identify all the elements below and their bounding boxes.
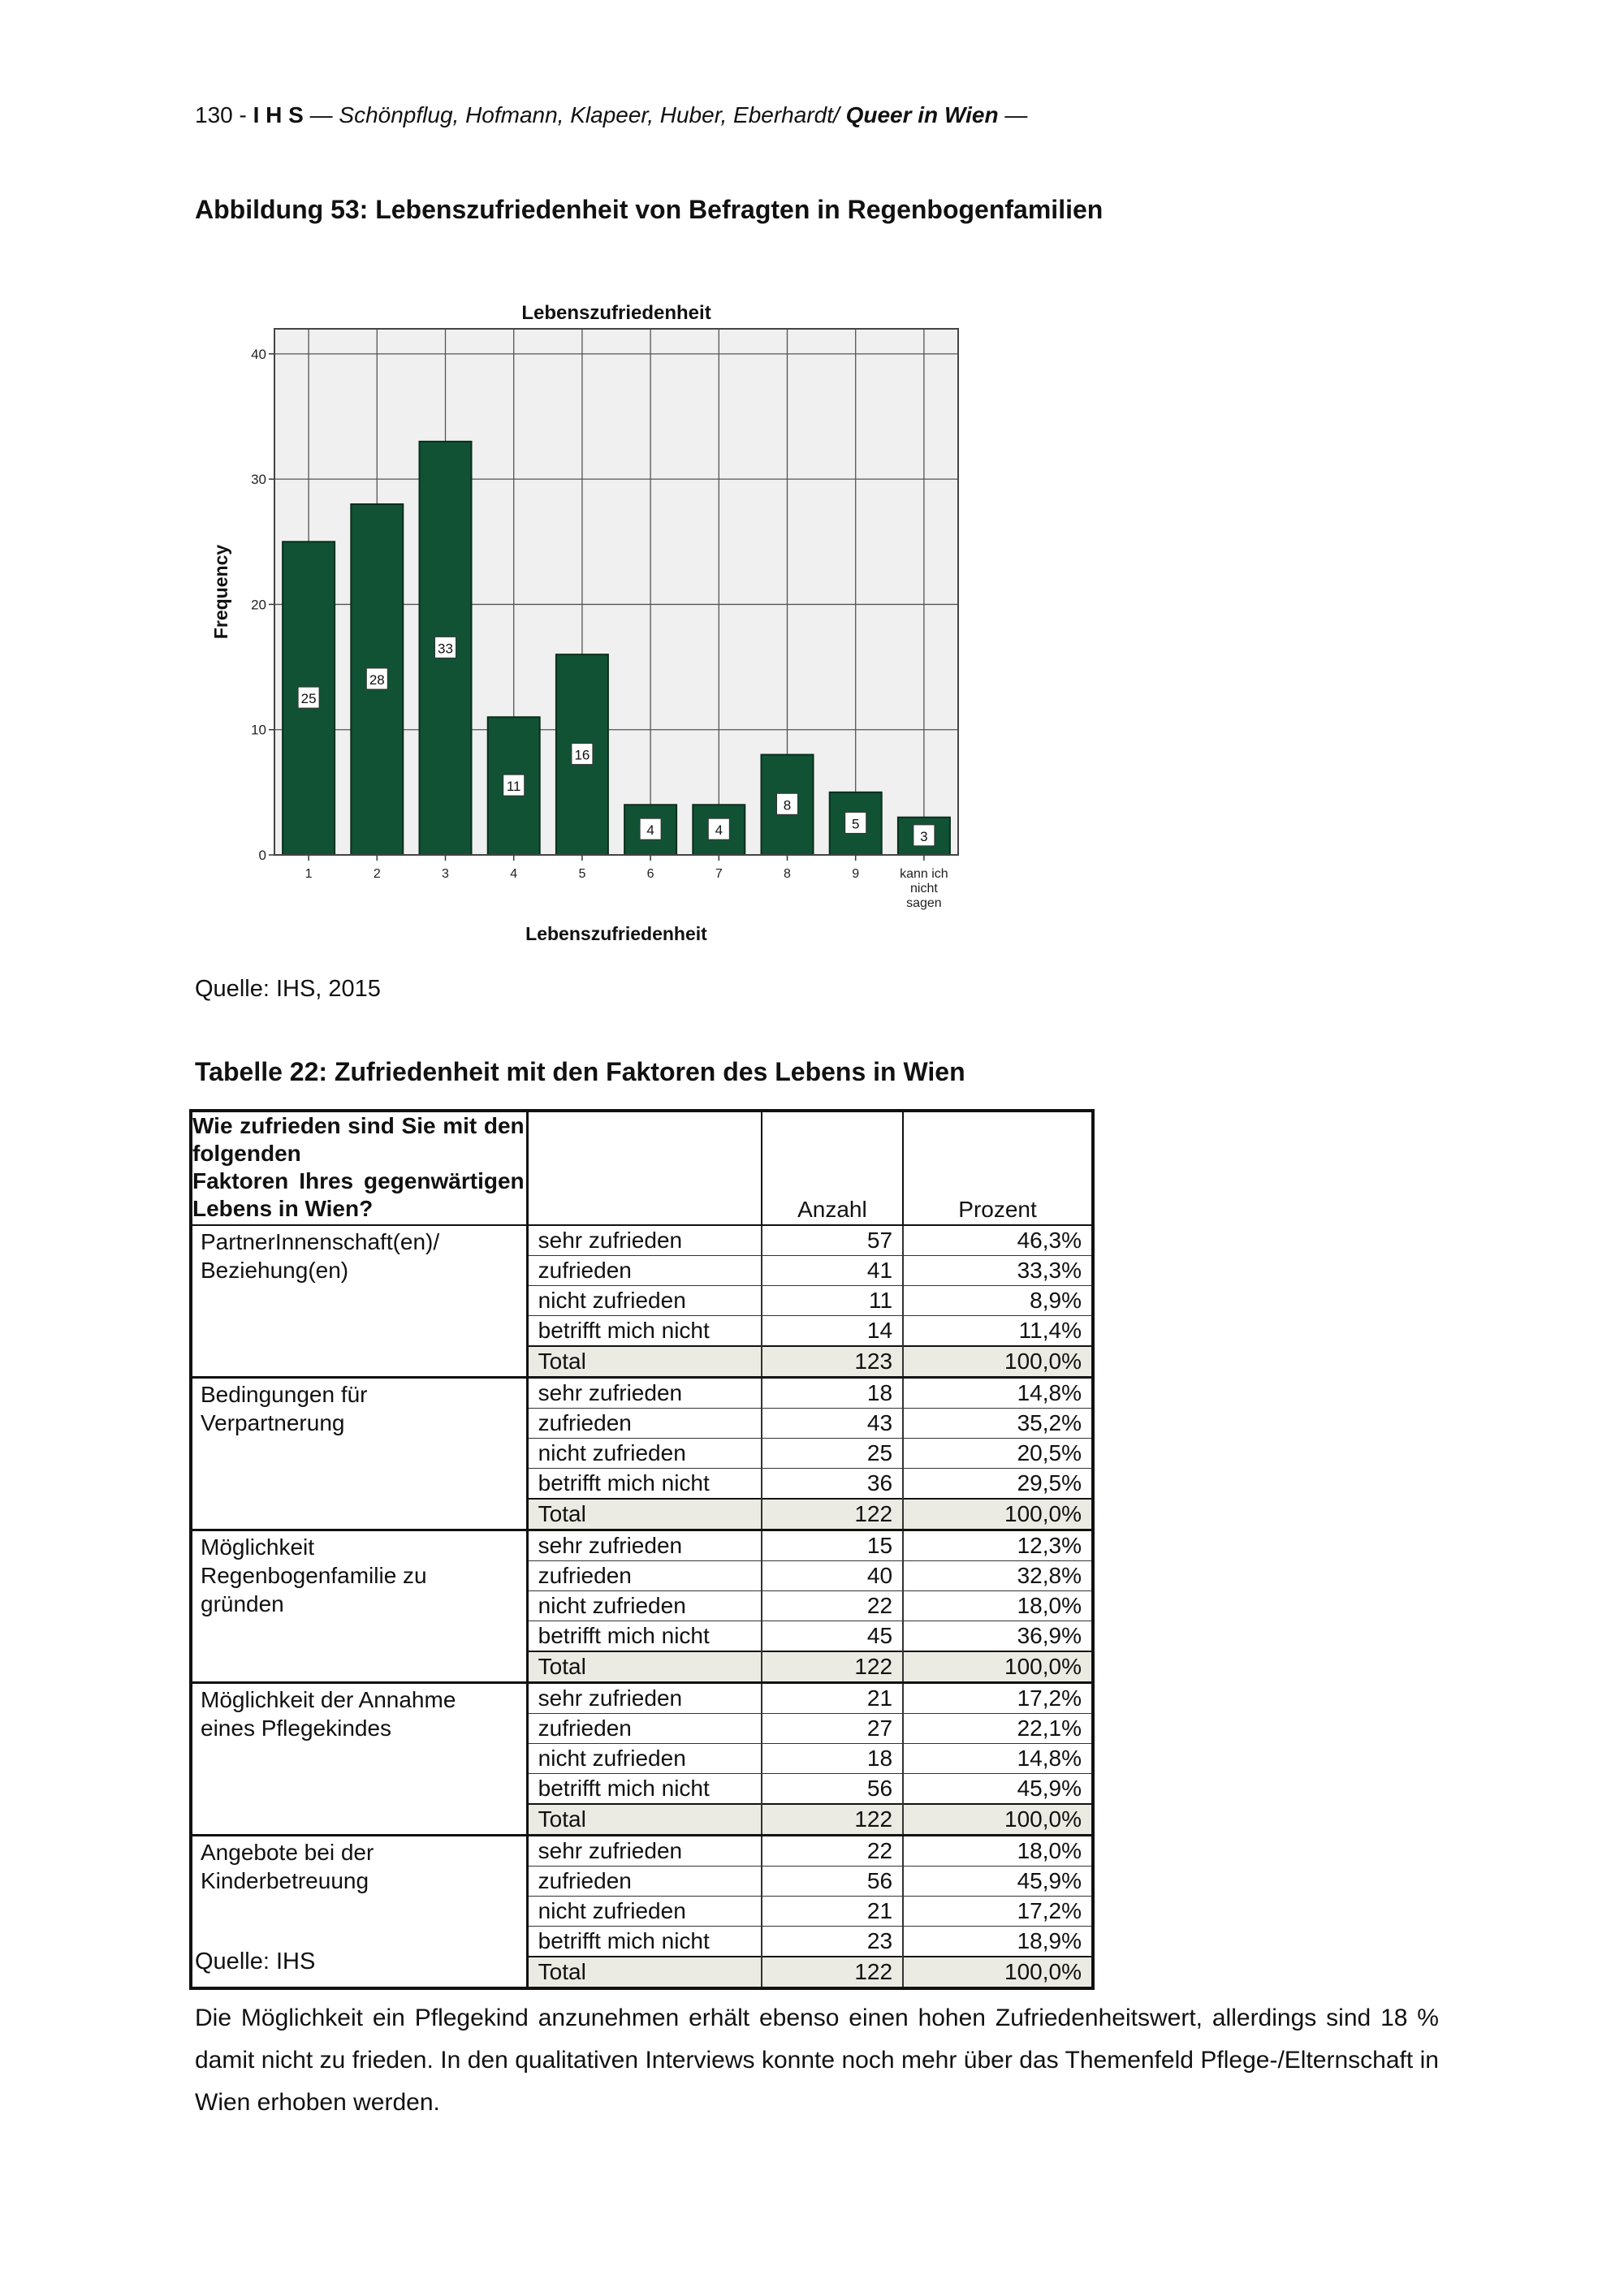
body-paragraph: Die Möglichkeit ein Pflegekind anzunehmen erhält ebenso einen hohen Zufriedenheitswert, allerdings sind 18 % damit nicht zu frieden. In den qualitativen Interviews konnte noch mehr über das Themenfeld Pflege-/Elternschaft in Wien erhoben werden.	[195, 2005, 1439, 2116]
percent-cell: 36,9%	[903, 1621, 1093, 1652]
category-cell: sehr zufrieden	[527, 1378, 762, 1409]
data-label: 33	[438, 641, 453, 657]
count-cell: 43	[762, 1409, 903, 1439]
category-cell: betrifft mich nicht	[527, 1469, 762, 1500]
percent-cell: 12,3%	[903, 1530, 1093, 1561]
category-cell: nicht zufrieden	[527, 1591, 762, 1621]
x-tick-label: 7	[715, 867, 723, 881]
y-axis-label: Frequency	[210, 544, 231, 640]
factor-label	[191, 1530, 527, 1683]
factor-label-line: eines Pflegekindes	[201, 1716, 392, 1741]
percent-cell: 22,1%	[903, 1714, 1093, 1744]
category-cell: zufrieden	[527, 1714, 762, 1744]
table-caption: Tabelle 22: Zufriedenheit mit den Faktoren des Lebens in Wien	[195, 1057, 965, 1086]
count-cell: 27	[762, 1714, 903, 1744]
count-cell: 122	[762, 1651, 903, 1683]
factor-label	[191, 1378, 527, 1530]
percent-cell: 14,8%	[903, 1744, 1093, 1774]
count-cell: 22	[762, 1591, 903, 1621]
x-tick-label: nicht	[910, 882, 938, 896]
factor-label-line: PartnerInnenschaft(en)/	[201, 1229, 440, 1254]
x-tick-label: kann ich	[900, 867, 948, 881]
count-cell: 41	[762, 1256, 903, 1286]
count-cell: 56	[762, 1867, 903, 1897]
category-cell: nicht zufrieden	[527, 1439, 762, 1469]
count-cell: 22	[762, 1836, 903, 1867]
header-suffix: —	[998, 102, 1028, 127]
data-label: 28	[369, 672, 385, 688]
category-cell: sehr zufrieden	[527, 1530, 762, 1561]
factor-label-line: Bedingungen für	[201, 1382, 368, 1407]
table-source: Quelle: IHS	[195, 1949, 316, 1974]
frequency-bar-chart	[195, 284, 1039, 958]
x-tick-label: 1	[304, 867, 313, 881]
category-cell: betrifft mich nicht	[527, 1927, 762, 1957]
count-cell: 15	[762, 1530, 903, 1561]
table-header-row	[191, 1111, 1093, 1225]
percent-cell: 100,0%	[903, 1804, 1093, 1836]
table-row	[191, 1378, 1093, 1409]
data-label: 3	[920, 828, 928, 844]
count-cell: 45	[762, 1621, 903, 1652]
category-cell: Total	[527, 1651, 762, 1683]
count-cell: 122	[762, 1804, 903, 1836]
y-tick-label: 20	[251, 597, 266, 613]
category-cell: nicht zufrieden	[527, 1897, 762, 1927]
count-cell: 18	[762, 1744, 903, 1774]
data-label: 4	[646, 822, 654, 839]
percent-cell: 17,2%	[903, 1683, 1093, 1714]
count-cell: 18	[762, 1378, 903, 1409]
percent-cell: 18,0%	[903, 1591, 1093, 1621]
percent-cell: 20,5%	[903, 1439, 1093, 1469]
category-cell: betrifft mich nicht	[527, 1774, 762, 1805]
x-tick-label: sagen	[906, 896, 942, 910]
publication-title: Queer in Wien	[845, 102, 999, 127]
question-header	[191, 1111, 527, 1225]
factor-label-line: Möglichkeit	[201, 1534, 315, 1560]
x-tick-label: 5	[578, 867, 586, 881]
percent-cell: 100,0%	[903, 1957, 1093, 1988]
data-label: 16	[574, 747, 590, 763]
category-cell: sehr zufrieden	[527, 1225, 762, 1256]
page-number: 130 -	[195, 102, 253, 127]
percent-cell: 18,9%	[903, 1927, 1093, 1957]
publisher-name: I H S	[253, 102, 304, 127]
page-header	[195, 102, 1027, 128]
data-label: 4	[715, 822, 723, 839]
data-label: 5	[851, 816, 860, 832]
count-cell: 21	[762, 1683, 903, 1714]
percent-cell: 100,0%	[903, 1346, 1093, 1378]
percent-cell: 32,8%	[903, 1561, 1093, 1591]
anzahl-header: Anzahl	[762, 1111, 903, 1225]
data-label: 8	[783, 797, 792, 814]
percent-cell: 45,9%	[903, 1867, 1093, 1897]
authors: — Schönpflug, Hofmann, Klapeer, Huber, Eberhardt/	[303, 102, 846, 127]
y-tick-label: 30	[251, 472, 266, 488]
x-tick-label: 2	[373, 867, 381, 881]
count-cell: 123	[762, 1346, 903, 1378]
count-cell: 23	[762, 1927, 903, 1957]
satisfaction-table	[189, 1109, 1095, 1990]
figure-source: Quelle: IHS, 2015	[195, 976, 381, 1002]
category-cell: betrifft mich nicht	[527, 1621, 762, 1652]
factor-label-line: gründen	[201, 1591, 284, 1616]
category-cell: zufrieden	[527, 1867, 762, 1897]
percent-cell: 46,3%	[903, 1225, 1093, 1256]
y-tick-label: 0	[258, 848, 266, 863]
percent-cell: 45,9%	[903, 1774, 1093, 1805]
category-cell: Total	[527, 1499, 762, 1530]
category-cell: Total	[527, 1346, 762, 1378]
figure-caption: Abbildung 53: Lebenszufriedenheit von Befragten in Regenbogenfamilien	[195, 195, 1104, 224]
count-cell: 11	[762, 1286, 903, 1316]
factor-label-line: Möglichkeit der Annahme	[201, 1687, 456, 1712]
y-tick-label: 10	[251, 722, 266, 738]
question-line-1: Wie zufrieden sind Sie mit den folgenden	[192, 1113, 525, 1166]
question-line-2: Faktoren Ihres gegenwärtigen Lebens in Wien?	[192, 1168, 525, 1221]
category-cell: zufrieden	[527, 1409, 762, 1439]
factor-label	[191, 1683, 527, 1836]
count-cell: 25	[762, 1439, 903, 1469]
count-cell: 57	[762, 1225, 903, 1256]
percent-cell: 8,9%	[903, 1286, 1093, 1316]
count-cell: 122	[762, 1957, 903, 1988]
count-cell: 40	[762, 1561, 903, 1591]
category-cell: Total	[527, 1804, 762, 1836]
empty-header	[527, 1111, 762, 1225]
factor-label-line: Regenbogenfamilie zu	[201, 1563, 427, 1588]
x-tick-label: 3	[442, 867, 449, 881]
percent-cell: 100,0%	[903, 1499, 1093, 1530]
data-label: 11	[506, 779, 521, 795]
percent-cell: 17,2%	[903, 1897, 1093, 1927]
category-cell: Total	[527, 1957, 762, 1988]
count-cell: 14	[762, 1316, 903, 1347]
table-row	[191, 1530, 1093, 1561]
factor-label-line: Beziehung(en)	[201, 1258, 349, 1283]
category-cell: sehr zufrieden	[527, 1683, 762, 1714]
factor-label-line: Kinderbetreuung	[201, 1868, 369, 1893]
data-label: 25	[300, 691, 317, 707]
category-cell: betrifft mich nicht	[527, 1316, 762, 1347]
count-cell: 122	[762, 1499, 903, 1530]
factor-label-line: Verpartnerung	[201, 1410, 345, 1435]
y-tick-label: 40	[251, 346, 266, 362]
count-cell: 56	[762, 1774, 903, 1805]
x-tick-label: 4	[510, 867, 518, 881]
percent-cell: 29,5%	[903, 1469, 1093, 1500]
category-cell: sehr zufrieden	[527, 1836, 762, 1867]
x-tick-label: 6	[646, 867, 654, 881]
x-tick-label: 8	[784, 867, 791, 881]
table-row	[191, 1683, 1093, 1714]
x-tick-label: 9	[852, 867, 860, 881]
percent-cell: 35,2%	[903, 1409, 1093, 1439]
percent-cell: 33,3%	[903, 1256, 1093, 1286]
chart-title: Lebenszufriedenheit	[521, 302, 711, 324]
percent-cell: 18,0%	[903, 1836, 1093, 1867]
category-cell: zufrieden	[527, 1256, 762, 1286]
prozent-header: Prozent	[903, 1111, 1093, 1225]
count-cell: 36	[762, 1469, 903, 1500]
category-cell: nicht zufrieden	[527, 1744, 762, 1774]
factor-label	[191, 1225, 527, 1378]
count-cell: 21	[762, 1897, 903, 1927]
table-row	[191, 1836, 1093, 1867]
percent-cell: 100,0%	[903, 1651, 1093, 1683]
x-axis-label: Lebenszufriedenheit	[525, 923, 707, 944]
category-cell: zufrieden	[527, 1561, 762, 1591]
category-cell: nicht zufrieden	[527, 1286, 762, 1316]
table-row	[191, 1225, 1093, 1256]
percent-cell: 14,8%	[903, 1378, 1093, 1409]
percent-cell: 11,4%	[903, 1316, 1093, 1347]
factor-label-line: Angebote bei der	[201, 1840, 374, 1865]
